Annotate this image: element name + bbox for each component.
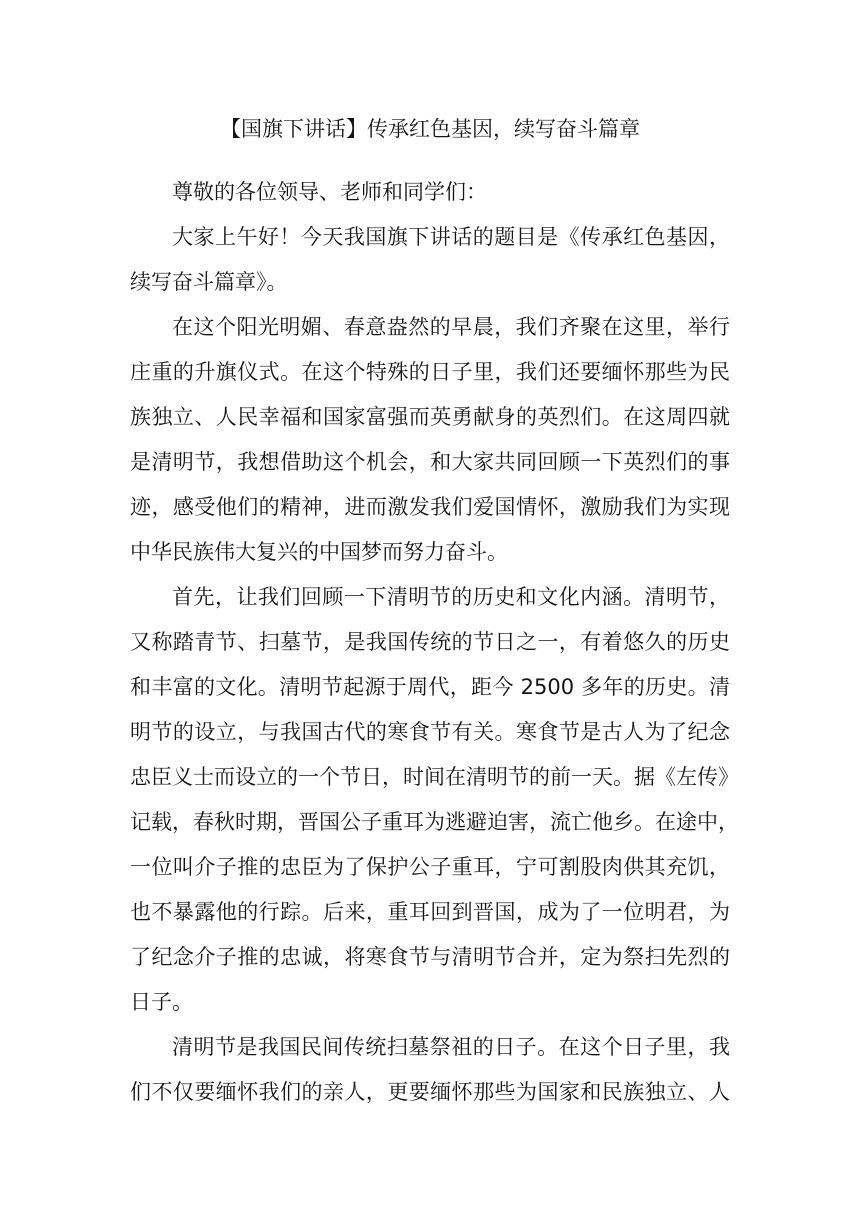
paragraph-line: 续写奋斗篇章》。 <box>130 270 288 294</box>
paragraph-line: 一位叫介子推的忠臣为了保护公子重耳，宁可割股肉供其充饥， <box>130 855 730 879</box>
paragraph-line: 记载，春秋时期，晋国公子重耳为逃避迫害，流亡他乡。在途中， <box>130 810 739 834</box>
paragraph-line: 忠臣义士而设立的一个节日，时间在清明节的前一天。据《左传》 <box>130 765 739 789</box>
paragraph-line: 迹，感受他们的精神，进而激发我们爱国情怀，激励我们为实现 <box>130 495 730 519</box>
paragraph-line: 又称踏青节、扫墓节，是我国传统的节日之一，有着悠久的历史 <box>130 630 730 654</box>
paragraph-line: 庄重的升旗仪式。在这个特殊的日子里，我们还要缅怀那些为民 <box>130 360 730 384</box>
salutation-paragraph <box>130 170 730 215</box>
salutation-line: 尊敬的各位领导、老师和同学们： <box>172 180 487 204</box>
paragraph-line: 是清明节，我想借助这个机会，和大家共同回顾一下英烈们的事 <box>130 450 730 474</box>
paragraph-4 <box>130 1025 730 1115</box>
paragraph-line: 大家上午好！今天我国旗下讲话的题目是《传承红色基因， <box>172 225 730 249</box>
paragraph-line: 了纪念介子推的忠诚，将寒食节与清明节合并，定为祭扫先烈的 <box>130 945 730 969</box>
paragraph-2 <box>130 305 730 575</box>
paragraph-line: 在这个阳光明媚、春意盎然的早晨，我们齐聚在这里，举行 <box>172 315 730 339</box>
paragraph-line: 清明节是我国民间传统扫墓祭祖的日子。在这个日子里，我 <box>172 1035 730 1059</box>
paragraph-line: 们不仅要缅怀我们的亲人，更要缅怀那些为国家和民族独立、人 <box>130 1080 730 1104</box>
document-title: 【国旗下讲话】传承红色基因，续写奋斗篇章 <box>220 117 640 141</box>
paragraph-line: 族独立、人民幸福和国家富强而英勇献身的英烈们。在这周四就 <box>130 405 730 429</box>
paragraph-line: 明节的设立，与我国古代的寒食节有关。寒食节是古人为了纪念 <box>130 720 730 744</box>
paragraph-line: 和丰富的文化。清明节起源于周代，距今 2500 多年的历史。清 <box>130 675 730 699</box>
paragraph-line: 日子。 <box>130 990 193 1014</box>
paragraph-1 <box>130 215 730 305</box>
paragraph-3 <box>130 575 739 1025</box>
paragraph-line: 中华民族伟大复兴的中国梦而努力奋斗。 <box>130 540 508 564</box>
paragraph-line: 也不暴露他的行踪。后来，重耳回到晋国，成为了一位明君，为 <box>130 900 730 924</box>
paragraph-line: 首先，让我们回顾一下清明节的历史和文化内涵。清明节， <box>172 585 730 609</box>
